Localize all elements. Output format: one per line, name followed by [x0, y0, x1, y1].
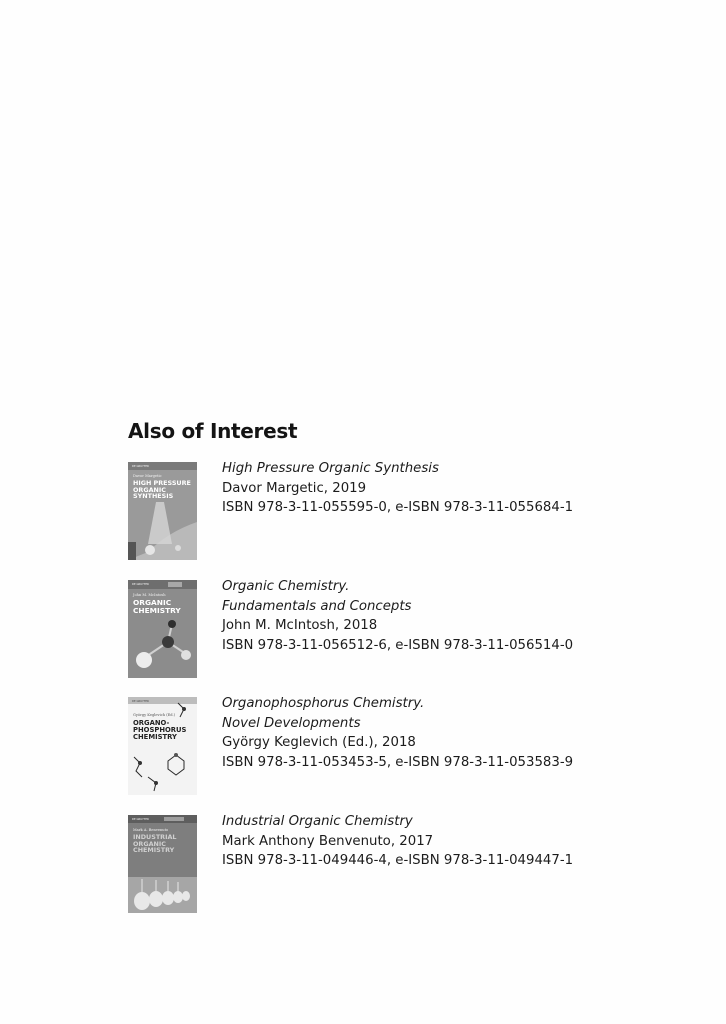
- cover-publisher: DE GRUYTER: [132, 583, 149, 586]
- book-cover-image: [128, 697, 197, 795]
- book-cover-image: [128, 462, 197, 560]
- cover-title: INDUSTRIAL ORGANIC CHEMISTRY: [133, 833, 177, 855]
- book-info: [222, 577, 573, 655]
- book-author-year: György Keglevich (Ed.), 2018: [222, 735, 416, 750]
- cover-author: Davor Margetic: [133, 474, 162, 478]
- book-title-line: Fundamentals and Concepts: [222, 598, 412, 614]
- book-author-year: John M. McIntosh, 2018: [222, 618, 378, 633]
- book-cover-image: [128, 815, 197, 913]
- cover-publisher: DE GRUYTER: [132, 818, 149, 821]
- book-cover-image: [128, 580, 197, 678]
- cover-title: ORGANO- PHOSPHORUS CHEMISTRY: [133, 719, 187, 741]
- cover-title: HIGH PRESSURE ORGANIC SYNTHESIS: [133, 479, 191, 501]
- book-info: [222, 812, 573, 871]
- book-isbn: ISBN 978-3-11-056512-6, e-ISBN 978-3-11-056514-0: [222, 637, 574, 653]
- cover-author: Mark A. Benvenuto: [133, 828, 169, 832]
- page-heading: Also of Interest: [128, 419, 298, 443]
- cover-author: John M. McIntosh: [133, 593, 166, 597]
- book-info: [222, 694, 573, 772]
- cover-publisher: DE GRUYTER: [132, 465, 149, 468]
- book-entry: [128, 580, 688, 680]
- book-title-line: Industrial Organic Chemistry: [222, 814, 413, 829]
- book-title-line: High Pressure Organic Synthesis: [222, 461, 439, 476]
- book-title-line: Novel Developments: [222, 715, 361, 731]
- cover-title: ORGANIC CHEMISTRY: [133, 598, 181, 615]
- book-title-line: Organophosphorus Chemistry.: [222, 696, 425, 711]
- cover-author: György Keglevich (Ed.): [133, 713, 176, 717]
- book-author-year: Davor Margetic, 2019: [222, 480, 367, 496]
- book-isbn: ISBN 978-3-11-055595-0, e-ISBN 978-3-11-055684-1: [222, 500, 574, 515]
- book-isbn: ISBN 978-3-11-053453-5, e-ISBN 978-3-11-053583-9: [222, 754, 574, 770]
- cover-illustration: [128, 697, 197, 795]
- book-isbn: ISBN 978-3-11-049446-4, e-ISBN 978-3-11-049447-1: [222, 853, 574, 868]
- book-entry: [128, 462, 688, 562]
- book-info: [222, 459, 573, 518]
- book-title-line: Organic Chemistry.: [222, 579, 350, 594]
- cover-publisher: DE GRUYTER: [132, 700, 149, 703]
- book-author-year: Mark Anthony Benvenuto, 2017: [222, 833, 434, 849]
- book-entry: [128, 697, 688, 797]
- book-entry: [128, 815, 688, 915]
